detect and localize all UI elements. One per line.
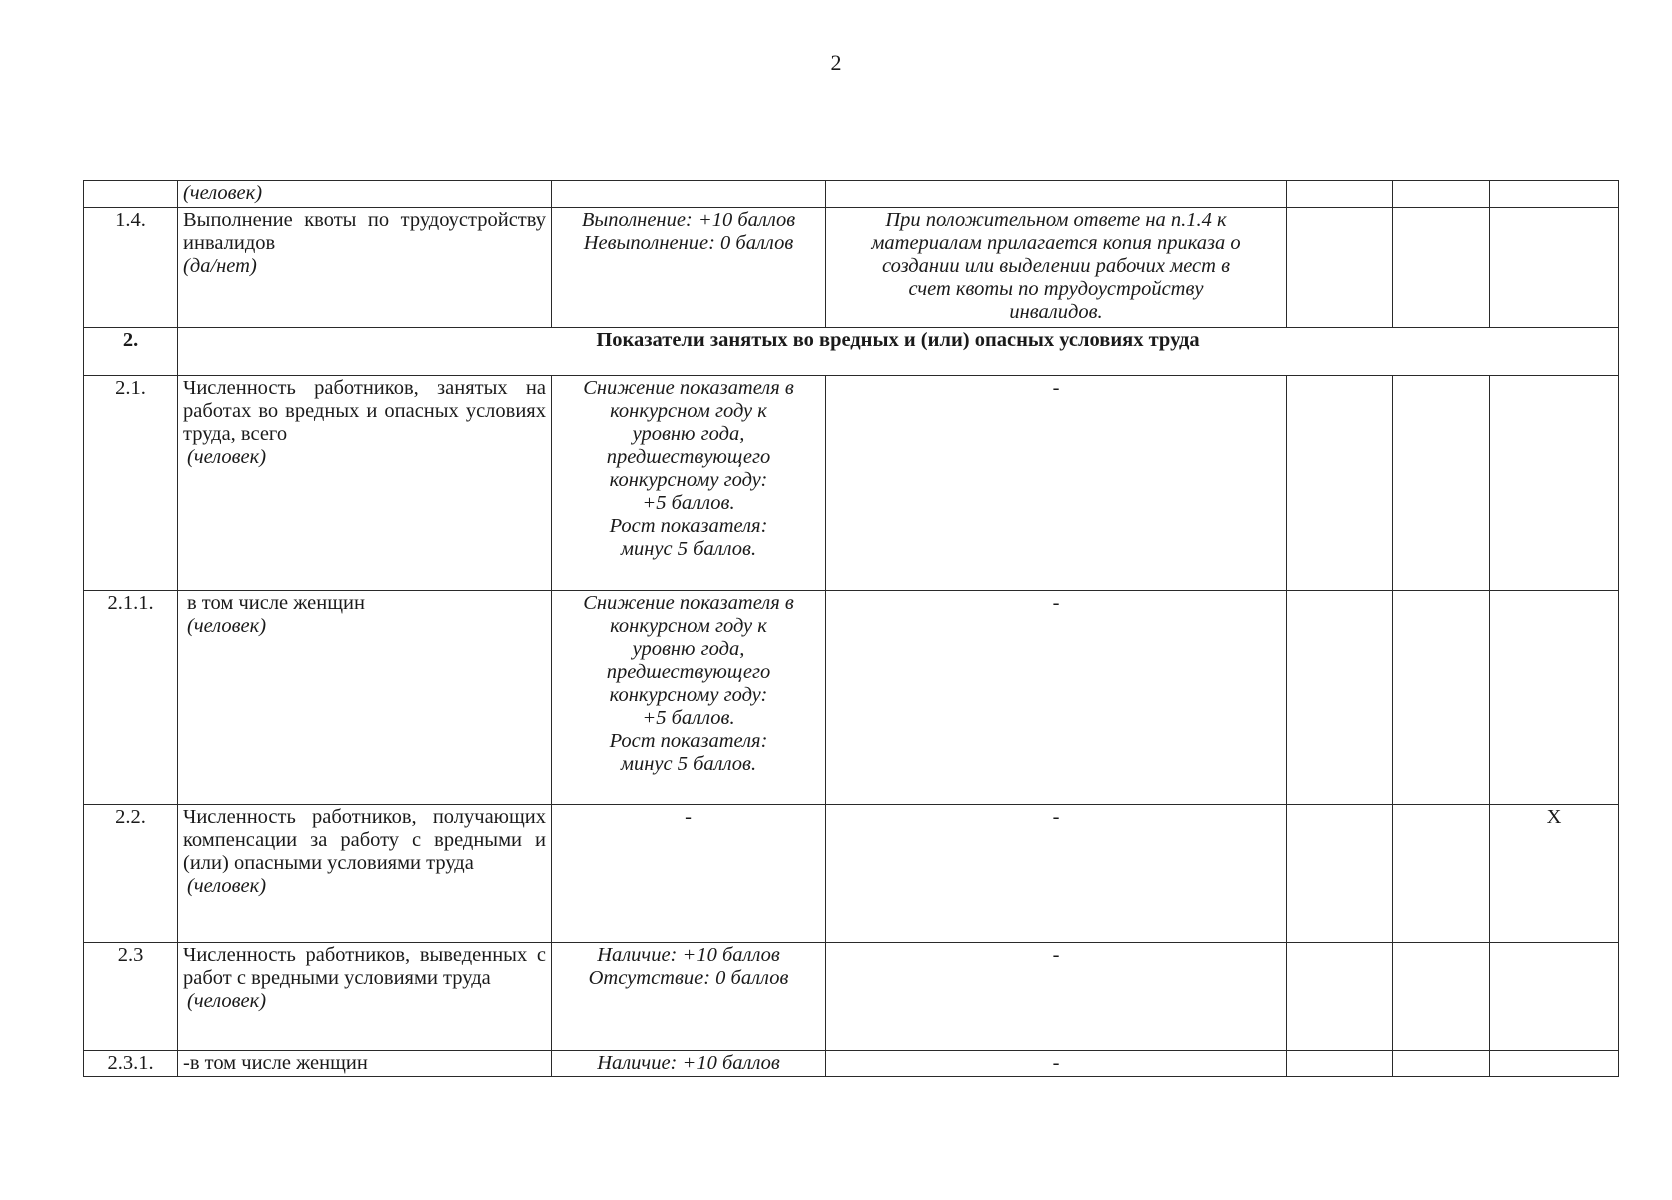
row-description <box>178 181 552 208</box>
row-description-text: Численность работников, выведенных с работ с вредными условиями труда <box>183 944 546 989</box>
criteria-line: Снижение показателя в <box>583 377 794 399</box>
row-description <box>178 943 552 1051</box>
row-unit: (человек) <box>187 990 267 1012</box>
row-number: 2.2. <box>84 805 178 943</box>
row-number: 2.1.1. <box>84 591 178 805</box>
row-note <box>826 943 1287 1051</box>
section-number: 2. <box>84 328 178 376</box>
table-row <box>84 208 1619 328</box>
row-value-2 <box>1393 1051 1490 1077</box>
criteria-line: предшествующего <box>606 661 771 683</box>
note-line: материалам прилагается копия приказа о <box>871 232 1241 254</box>
row-value-1 <box>1287 1051 1393 1077</box>
row-note <box>826 1051 1287 1077</box>
row-value-3 <box>1490 591 1619 805</box>
row-description <box>178 208 552 328</box>
criteria-line: Рост показателя: <box>609 515 768 537</box>
table-row <box>84 591 1619 805</box>
criteria-line: Снижение показателя в <box>583 592 794 614</box>
criteria-line: Наличие: +10 баллов <box>597 1052 780 1074</box>
row-criteria <box>552 805 826 943</box>
row-unit: (да/нет) <box>183 255 257 277</box>
criteria-line: конкурсному году: <box>609 684 768 706</box>
table-row <box>84 1051 1619 1077</box>
row-value-1 <box>1287 591 1393 805</box>
row-value-3 <box>1490 1051 1619 1077</box>
row-number: 2.3 <box>84 943 178 1051</box>
criteria-line: Отсутствие: 0 баллов <box>588 967 789 989</box>
row-description <box>178 591 552 805</box>
table-row <box>84 376 1619 591</box>
criteria-line: конкурсному году: <box>609 469 768 491</box>
criteria-line: Наличие: +10 баллов <box>597 944 780 966</box>
table-row <box>84 181 1619 208</box>
row-number: 2.1. <box>84 376 178 591</box>
row-value-2 <box>1393 805 1490 943</box>
row-value-3 <box>1490 181 1619 208</box>
row-note <box>826 805 1287 943</box>
row-value-1 <box>1287 376 1393 591</box>
criteria-line: +5 баллов. <box>642 707 735 729</box>
criteria-line: конкурсном году к <box>610 400 767 422</box>
row-unit: (человек) <box>183 182 263 204</box>
row-note <box>826 208 1287 328</box>
row-unit: (человек) <box>187 446 267 468</box>
note-line: счет квоты по трудоустройству <box>908 278 1204 300</box>
row-value-2 <box>1393 376 1490 591</box>
criteria-line: Рост показателя: <box>609 730 768 752</box>
row-description-text: Численность работников, занятых на работах во вредных и опасных условиях труда, всего <box>183 377 546 445</box>
row-criteria <box>552 376 826 591</box>
note-line: создании или выделении рабочих мест в <box>882 255 1230 277</box>
row-value-2 <box>1393 591 1490 805</box>
row-criteria <box>552 943 826 1051</box>
row-description-text: -в том числе женщин <box>183 1052 368 1074</box>
criteria-dash: - <box>685 806 692 828</box>
row-number: 2.3.1. <box>84 1051 178 1077</box>
note-line: При положительном ответе на п.1.4 к <box>885 209 1227 231</box>
criteria-line: минус 5 баллов. <box>620 753 757 775</box>
table-row <box>84 943 1619 1051</box>
criteria-line: Выполнение: +10 баллов <box>581 209 796 231</box>
row-value-2 <box>1393 208 1490 328</box>
row-value-2 <box>1393 943 1490 1051</box>
row-criteria <box>552 181 826 208</box>
note-dash: - <box>1052 944 1060 966</box>
section-title: Показатели занятых во вредных и (или) опасных условиях труда <box>178 328 1619 376</box>
row-description-text: Выполнение квоты по трудоустройству инвалидов <box>183 209 546 254</box>
row-value-2 <box>1393 181 1490 208</box>
criteria-line: уровню года, <box>632 638 745 660</box>
row-value-3 <box>1490 943 1619 1051</box>
criteria-line: +5 баллов. <box>642 492 735 514</box>
criteria-line: минус 5 баллов. <box>620 538 757 560</box>
section-row <box>84 328 1619 376</box>
row-criteria <box>552 591 826 805</box>
note-dash: - <box>1052 806 1060 828</box>
row-value-3 <box>1490 208 1619 328</box>
row-note <box>826 181 1287 208</box>
row-value-1 <box>1287 943 1393 1051</box>
row-value-1 <box>1287 208 1393 328</box>
row-description-text: в том числе женщин <box>187 592 365 614</box>
row-unit: (человек) <box>187 875 267 897</box>
note-dash: - <box>1052 377 1060 399</box>
row-value-3 <box>1490 376 1619 591</box>
row-criteria <box>552 1051 826 1077</box>
criteria-line: предшествующего <box>606 446 771 468</box>
note-dash: - <box>1052 592 1060 614</box>
row-note <box>826 376 1287 591</box>
criteria-table <box>83 180 1619 1077</box>
row-value-3: X <box>1490 805 1619 943</box>
criteria-line: Невыполнение: 0 баллов <box>583 232 794 254</box>
row-description-text: Численность работников, получающих компенсации за работу с вредными и (или) опасными условиями труда <box>183 806 546 874</box>
note-dash: - <box>1052 1052 1060 1074</box>
row-number <box>84 181 178 208</box>
table-row <box>84 805 1619 943</box>
row-description <box>178 805 552 943</box>
row-description <box>178 1051 552 1077</box>
row-note <box>826 591 1287 805</box>
criteria-line: уровню года, <box>632 423 745 445</box>
row-criteria <box>552 208 826 328</box>
criteria-line: конкурсном году к <box>610 615 767 637</box>
row-value-1 <box>1287 805 1393 943</box>
row-number: 1.4. <box>84 208 178 328</box>
row-description <box>178 376 552 591</box>
note-line: инвалидов. <box>1009 301 1103 323</box>
row-value-1 <box>1287 181 1393 208</box>
row-unit: (человек) <box>187 615 267 637</box>
page-number: 2 <box>830 50 842 75</box>
